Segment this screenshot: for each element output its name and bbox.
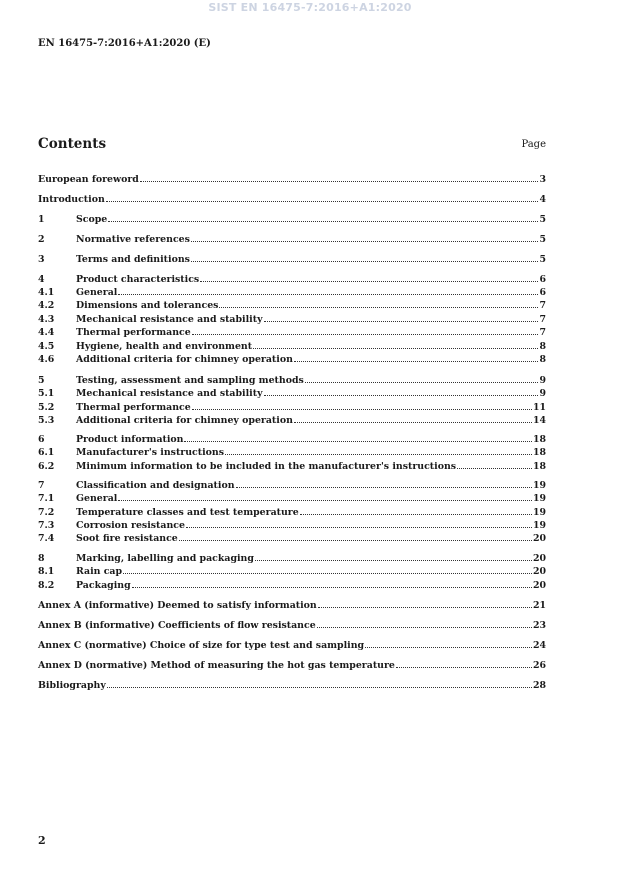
toc-entry-page: 11: [532, 402, 546, 413]
toc-entry[interactable]: [38, 533, 546, 545]
toc-leader-dots: [191, 261, 539, 262]
toc-entry[interactable]: [38, 174, 546, 186]
toc-entry-title: General: [76, 493, 118, 504]
toc-entry[interactable]: [38, 680, 546, 692]
toc-entry-number: 4.6: [38, 354, 55, 365]
toc-entry-number: 7.4: [38, 533, 55, 544]
toc-entry-title: Testing, assessment and sampling methods: [76, 375, 304, 386]
toc-entry-page: 18: [532, 434, 546, 445]
toc-entry-page: 28: [532, 680, 546, 691]
toc-entry[interactable]: [38, 415, 546, 427]
toc-leader-dots: [123, 573, 532, 574]
toc-entry-title: Annex B (informative) Coefficients of flow resistance: [38, 620, 316, 631]
toc-entry[interactable]: [38, 402, 546, 414]
toc-entry-number: 5: [38, 375, 45, 386]
toc-leader-dots: [191, 241, 539, 242]
toc-entry-number: 4.5: [38, 341, 55, 352]
toc-entry-number: 1: [38, 214, 45, 225]
toc-entry-title: Thermal performance: [76, 327, 191, 338]
toc-leader-dots: [186, 527, 532, 528]
toc-entry-title: Bibliography: [38, 680, 106, 691]
toc-entry[interactable]: [38, 507, 546, 519]
toc-entry-page: 14: [532, 415, 546, 426]
toc-leader-dots: [300, 514, 532, 515]
toc-entry-title: Terms and definitions: [76, 254, 190, 265]
toc-entry[interactable]: [38, 620, 546, 632]
toc-entry-number: 4: [38, 274, 45, 285]
toc-entry-page: 19: [532, 520, 546, 531]
toc-leader-dots: [457, 468, 532, 469]
toc-entry-page: 8: [539, 354, 546, 365]
toc-leader-dots: [106, 201, 539, 202]
toc-entry-title: General: [76, 287, 118, 298]
toc-entry-page: 20: [532, 580, 546, 591]
toc-entry-page: 3: [539, 174, 546, 185]
toc-entry-page: 20: [532, 566, 546, 577]
toc-leader-dots: [118, 294, 538, 295]
toc-leader-dots: [192, 409, 532, 410]
toc-entry-page: 7: [539, 314, 546, 325]
toc-entry-page: 20: [532, 553, 546, 564]
toc-entry-number: 5.1: [38, 388, 55, 399]
toc-leader-dots: [305, 382, 539, 383]
toc-entry-title: Annex A (informative) Deemed to satisfy information: [38, 600, 317, 611]
toc-entry-title: Mechanical resistance and stability: [76, 388, 263, 399]
toc-entry-page: 5: [539, 234, 546, 245]
toc-entry[interactable]: [38, 640, 546, 652]
toc-leader-dots: [225, 454, 532, 455]
toc-leader-dots: [179, 540, 532, 541]
toc-entry[interactable]: [38, 254, 546, 266]
toc-leader-dots: [318, 607, 532, 608]
toc-entry[interactable]: [38, 660, 546, 672]
toc-entry-title: Dimensions and tolerances: [76, 300, 219, 311]
toc-leader-dots: [365, 647, 532, 648]
toc-entry-number: 8.2: [38, 580, 55, 591]
toc-entry[interactable]: [38, 566, 546, 578]
toc-entry[interactable]: [38, 447, 546, 459]
toc-leader-dots: [107, 687, 532, 688]
toc-entry-title: Temperature classes and test temperature: [76, 507, 299, 518]
toc-entry-title: Hygiene, health and environment: [76, 341, 253, 352]
toc-entry-page: 18: [532, 447, 546, 458]
toc-entry-page: 19: [532, 480, 546, 491]
toc-entry-title: Introduction: [38, 194, 105, 205]
toc-entry-title: Mechanical resistance and stability: [76, 314, 263, 325]
toc-entry[interactable]: [38, 600, 546, 612]
toc-entry-page: 19: [532, 493, 546, 504]
toc-entry[interactable]: [38, 493, 546, 505]
toc-entry-title: Annex D (normative) Method of measuring the hot gas temperature: [38, 660, 395, 671]
toc-leader-dots: [219, 307, 538, 308]
toc-entry-title: Additional criteria for chimney operation: [76, 354, 293, 365]
toc-entry-page: 7: [539, 300, 546, 311]
toc-leader-dots: [132, 587, 532, 588]
toc-entry-page: 6: [539, 274, 546, 285]
toc-entry[interactable]: [38, 194, 546, 206]
toc-entry-page: 5: [539, 254, 546, 265]
toc-entry-title: Product information: [76, 434, 184, 445]
toc-entry-number: 4.4: [38, 327, 55, 338]
toc-entry[interactable]: [38, 580, 546, 592]
toc-entry-number: 5.2: [38, 402, 55, 413]
toc-entry[interactable]: [38, 214, 546, 226]
toc-entry-page: 8: [539, 341, 546, 352]
toc-leader-dots: [236, 487, 532, 488]
toc-entry[interactable]: [38, 234, 546, 246]
toc-entry-page: 24: [532, 640, 546, 651]
toc-entry[interactable]: [38, 327, 546, 339]
toc-leader-dots: [396, 667, 532, 668]
toc-leader-dots: [200, 281, 538, 282]
toc-entry-title: Additional criteria for chimney operation: [76, 415, 293, 426]
page-number: 2: [38, 834, 46, 847]
toc-entry-title: Rain cap: [76, 566, 123, 577]
toc-entry-page: 6: [539, 287, 546, 298]
toc-entry-number: 7.3: [38, 520, 55, 531]
toc-entry-page: 7: [539, 327, 546, 338]
toc-leader-dots: [294, 422, 532, 423]
toc-entry-number: 7.2: [38, 507, 55, 518]
toc-entry-title: European foreword: [38, 174, 139, 185]
toc-entry[interactable]: [38, 300, 546, 312]
toc-leader-dots: [192, 334, 539, 335]
document-reference: EN 16475-7:2016+A1:2020 (E): [38, 38, 211, 49]
toc-leader-dots: [118, 500, 532, 501]
toc-entry-page: 19: [532, 507, 546, 518]
toc-entry-page: 26: [532, 660, 546, 671]
toc-entry-number: 8.1: [38, 566, 55, 577]
toc-leader-dots: [317, 627, 532, 628]
toc-entry[interactable]: [38, 434, 546, 446]
toc-entry-page: 18: [532, 461, 546, 472]
toc-entry[interactable]: [38, 480, 546, 492]
toc-entry-title: Packaging: [76, 580, 131, 591]
toc-leader-dots: [184, 441, 531, 442]
toc-leader-dots: [255, 560, 532, 561]
toc-entry-title: Thermal performance: [76, 402, 191, 413]
toc-entry-page: 23: [532, 620, 546, 631]
toc-entry-title: Soot fire resistance: [76, 533, 178, 544]
toc-leader-dots: [264, 321, 539, 322]
toc-entry-title: Product characteristics: [76, 274, 200, 285]
toc-entry-number: 6.1: [38, 447, 55, 458]
toc-leader-dots: [264, 395, 539, 396]
toc-leader-dots: [108, 221, 538, 222]
toc-entry-number: 4.1: [38, 287, 55, 298]
contents-heading: Contents: [38, 136, 107, 152]
toc-entry[interactable]: [38, 274, 546, 286]
watermark: SIST EN 16475-7:2016+A1:2020: [208, 1, 412, 14]
toc-entry-number: 8: [38, 553, 45, 564]
toc-entry-title: Annex C (normative) Choice of size for type test and sampling: [38, 640, 365, 651]
toc-entry-title: Normative references: [76, 234, 190, 245]
toc-entry-page: 5: [539, 214, 546, 225]
toc-leader-dots: [140, 181, 539, 182]
toc-entry-page: 9: [539, 375, 546, 386]
toc-entry-page: 4: [539, 194, 546, 205]
toc-entry[interactable]: [38, 314, 546, 326]
toc-entry-number: 5.3: [38, 415, 55, 426]
toc-leader-dots: [253, 348, 538, 349]
page-column-label: Page: [521, 139, 546, 150]
toc-entry-number: 4.3: [38, 314, 55, 325]
toc-entry-number: 2: [38, 234, 45, 245]
toc-entry[interactable]: [38, 520, 546, 532]
toc-entry-title: Corrosion resistance: [76, 520, 185, 531]
toc-entry-number: 4.2: [38, 300, 55, 311]
toc-entry-number: 7.1: [38, 493, 55, 504]
toc-entry[interactable]: [38, 461, 546, 473]
toc-entry-title: Scope: [76, 214, 108, 225]
toc-entry-page: 20: [532, 533, 546, 544]
toc-entry-title: Marking, labelling and packaging: [76, 553, 254, 564]
toc-entry-title: Minimum information to be included in the manufacturer's instructions: [76, 461, 457, 472]
toc-entry-page: 21: [532, 600, 546, 611]
toc-leader-dots: [294, 361, 539, 362]
toc-entry[interactable]: [38, 341, 546, 353]
toc-entry-number: 6: [38, 434, 45, 445]
toc-entry-title: Manufacturer's instructions: [76, 447, 224, 458]
toc-entry[interactable]: [38, 287, 546, 299]
toc-entry-number: 7: [38, 480, 45, 491]
toc-entry-number: 6.2: [38, 461, 55, 472]
toc-entry-page: 9: [539, 388, 546, 399]
toc-entry[interactable]: [38, 553, 546, 565]
toc-entry-number: 3: [38, 254, 45, 265]
toc-entry[interactable]: [38, 375, 546, 387]
toc-entry[interactable]: [38, 388, 546, 400]
toc-entry[interactable]: [38, 354, 546, 366]
toc-entry-title: Classification and designation: [76, 480, 235, 491]
